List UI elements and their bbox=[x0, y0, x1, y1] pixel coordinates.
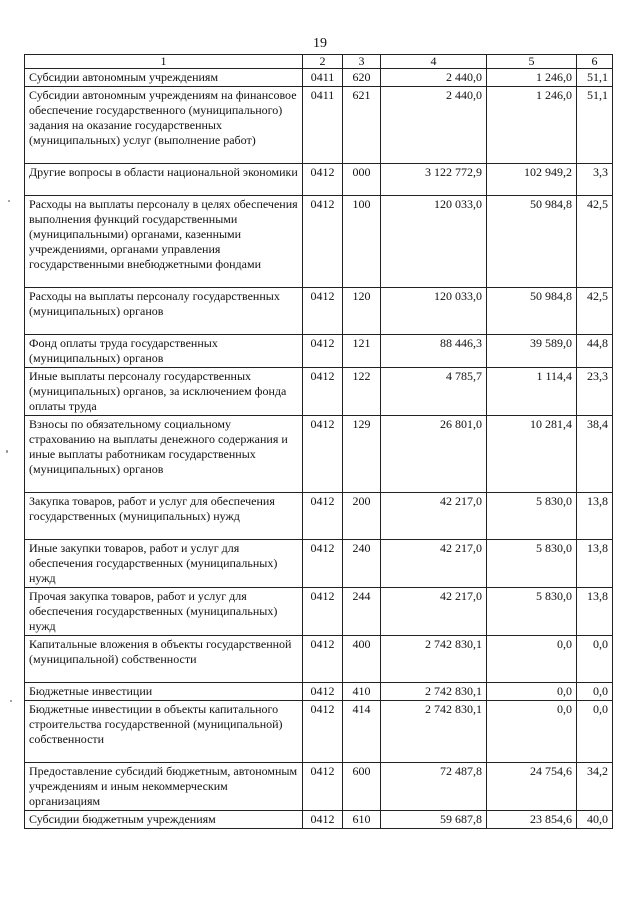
row-name-cell: Прочая закупка товаров, работ и услуг для обеспечения государственных (муниципальных) нужд bbox=[25, 588, 303, 636]
row-section-cell: 0412 bbox=[303, 335, 343, 368]
row-name-cell: Капитальные вложения в объекты государственной (муниципальной) собственности bbox=[25, 636, 303, 683]
table-row bbox=[25, 493, 613, 540]
table-row bbox=[25, 636, 613, 683]
row-actual-cell: 1 246,0 bbox=[487, 87, 577, 164]
table-row bbox=[25, 811, 613, 829]
row-plan-cell: 42 217,0 bbox=[381, 493, 487, 540]
row-actual-cell: 0,0 bbox=[487, 701, 577, 763]
row-name-cell: Бюджетные инвестиции в объекты капитального строительства государственной (муниципальной) собственности bbox=[25, 701, 303, 763]
row-plan-cell: 42 217,0 bbox=[381, 588, 487, 636]
row-actual-cell: 24 754,6 bbox=[487, 763, 577, 811]
row-expense-type-cell: 610 bbox=[343, 811, 381, 829]
row-actual-cell: 5 830,0 bbox=[487, 540, 577, 588]
row-expense-type-cell: 000 bbox=[343, 164, 381, 196]
scan-speck bbox=[10, 700, 12, 702]
row-actual-cell: 10 281,4 bbox=[487, 416, 577, 493]
row-section-cell: 0412 bbox=[303, 763, 343, 811]
row-percent-cell: 13,8 bbox=[577, 540, 613, 588]
table-row bbox=[25, 416, 613, 493]
row-expense-type-cell: 122 bbox=[343, 368, 381, 416]
row-percent-cell: 44,8 bbox=[577, 335, 613, 368]
table-row bbox=[25, 288, 613, 335]
row-plan-cell: 120 033,0 bbox=[381, 288, 487, 335]
header-cell: 3 bbox=[343, 55, 381, 69]
row-name-cell: Закупка товаров, работ и услуг для обеспечения государственных (муниципальных) нужд bbox=[25, 493, 303, 540]
row-plan-cell: 2 742 830,1 bbox=[381, 636, 487, 683]
row-plan-cell: 2 742 830,1 bbox=[381, 701, 487, 763]
row-plan-cell: 2 742 830,1 bbox=[381, 683, 487, 701]
row-actual-cell: 50 984,8 bbox=[487, 196, 577, 288]
row-percent-cell: 34,2 bbox=[577, 763, 613, 811]
row-actual-cell: 39 589,0 bbox=[487, 335, 577, 368]
row-plan-cell: 4 785,7 bbox=[381, 368, 487, 416]
row-plan-cell: 120 033,0 bbox=[381, 196, 487, 288]
row-expense-type-cell: 240 bbox=[343, 540, 381, 588]
row-name-cell: Иные закупки товаров, работ и услуг для обеспечения государственных (муниципальных) нужд bbox=[25, 540, 303, 588]
row-plan-cell: 72 487,8 bbox=[381, 763, 487, 811]
budget-table bbox=[24, 54, 613, 829]
row-actual-cell: 0,0 bbox=[487, 683, 577, 701]
row-actual-cell: 0,0 bbox=[487, 636, 577, 683]
header-cell: 5 bbox=[487, 55, 577, 69]
header-row bbox=[25, 55, 613, 69]
row-plan-cell: 2 440,0 bbox=[381, 87, 487, 164]
row-percent-cell: 13,8 bbox=[577, 588, 613, 636]
row-actual-cell: 1 114,4 bbox=[487, 368, 577, 416]
row-plan-cell: 42 217,0 bbox=[381, 540, 487, 588]
row-section-cell: 0411 bbox=[303, 87, 343, 164]
row-expense-type-cell: 120 bbox=[343, 288, 381, 335]
row-actual-cell: 1 246,0 bbox=[487, 69, 577, 87]
row-percent-cell: 0,0 bbox=[577, 683, 613, 701]
row-name-cell: Расходы на выплаты персоналу в целях обеспечения выполнения функций государственными (муниципальными) органами, казенными учреждениями, органами управления государственными внебюджетными фондами bbox=[25, 196, 303, 288]
row-expense-type-cell: 414 bbox=[343, 701, 381, 763]
row-section-cell: 0412 bbox=[303, 588, 343, 636]
row-plan-cell: 3 122 772,9 bbox=[381, 164, 487, 196]
row-section-cell: 0412 bbox=[303, 701, 343, 763]
table-row bbox=[25, 763, 613, 811]
row-section-cell: 0411 bbox=[303, 69, 343, 87]
row-section-cell: 0412 bbox=[303, 196, 343, 288]
row-plan-cell: 26 801,0 bbox=[381, 416, 487, 493]
row-name-cell: Предоставление субсидий бюджетным, автономным учреждениям и иным некоммерческим организациям bbox=[25, 763, 303, 811]
row-section-cell: 0412 bbox=[303, 811, 343, 829]
row-plan-cell: 88 446,3 bbox=[381, 335, 487, 368]
row-expense-type-cell: 600 bbox=[343, 763, 381, 811]
row-expense-type-cell: 400 bbox=[343, 636, 381, 683]
header-cell: 2 bbox=[303, 55, 343, 69]
page-number: 19 bbox=[313, 36, 327, 51]
header-cell: 1 bbox=[25, 55, 303, 69]
row-actual-cell: 5 830,0 bbox=[487, 493, 577, 540]
row-section-cell: 0412 bbox=[303, 416, 343, 493]
table-row bbox=[25, 87, 613, 164]
table-row bbox=[25, 196, 613, 288]
row-percent-cell: 0,0 bbox=[577, 701, 613, 763]
row-percent-cell: 42,5 bbox=[577, 288, 613, 335]
table-row bbox=[25, 368, 613, 416]
row-name-cell: Субсидии автономным учреждениям на финансовое обеспечение государственного (муниципального) задания на оказание государственных (муниципальных) услуг (выполнение работ) bbox=[25, 87, 303, 164]
header-cell: 4 bbox=[381, 55, 487, 69]
row-section-cell: 0412 bbox=[303, 683, 343, 701]
row-percent-cell: 38,4 bbox=[577, 416, 613, 493]
row-actual-cell: 5 830,0 bbox=[487, 588, 577, 636]
row-percent-cell: 13,8 bbox=[577, 493, 613, 540]
row-actual-cell: 50 984,8 bbox=[487, 288, 577, 335]
row-section-cell: 0412 bbox=[303, 636, 343, 683]
row-percent-cell: 23,3 bbox=[577, 368, 613, 416]
table-row bbox=[25, 588, 613, 636]
row-actual-cell: 23 854,6 bbox=[487, 811, 577, 829]
row-expense-type-cell: 621 bbox=[343, 87, 381, 164]
row-expense-type-cell: 100 bbox=[343, 196, 381, 288]
row-section-cell: 0412 bbox=[303, 540, 343, 588]
row-percent-cell: 51,1 bbox=[577, 87, 613, 164]
table-row bbox=[25, 683, 613, 701]
row-percent-cell: 3,3 bbox=[577, 164, 613, 196]
scan-speck bbox=[8, 200, 10, 202]
row-section-cell: 0412 bbox=[303, 164, 343, 196]
row-plan-cell: 2 440,0 bbox=[381, 69, 487, 87]
row-percent-cell: 42,5 bbox=[577, 196, 613, 288]
row-name-cell: Субсидии бюджетным учреждениям bbox=[25, 811, 303, 829]
row-percent-cell: 40,0 bbox=[577, 811, 613, 829]
row-expense-type-cell: 620 bbox=[343, 69, 381, 87]
header-cell: 6 bbox=[577, 55, 613, 69]
row-expense-type-cell: 410 bbox=[343, 683, 381, 701]
row-plan-cell: 59 687,8 bbox=[381, 811, 487, 829]
row-name-cell: Взносы по обязательному социальному страхованию на выплаты денежного содержания и иные выплаты работникам государственных (муниципальных) органов bbox=[25, 416, 303, 493]
row-expense-type-cell: 244 bbox=[343, 588, 381, 636]
table-row bbox=[25, 335, 613, 368]
row-actual-cell: 102 949,2 bbox=[487, 164, 577, 196]
table-row bbox=[25, 540, 613, 588]
row-percent-cell: 51,1 bbox=[577, 69, 613, 87]
row-section-cell: 0412 bbox=[303, 493, 343, 540]
row-expense-type-cell: 200 bbox=[343, 493, 381, 540]
row-section-cell: 0412 bbox=[303, 288, 343, 335]
scan-speck bbox=[6, 450, 8, 453]
table-body bbox=[25, 69, 613, 829]
table-row bbox=[25, 701, 613, 763]
row-name-cell: Бюджетные инвестиции bbox=[25, 683, 303, 701]
row-name-cell: Субсидии автономным учреждениям bbox=[25, 69, 303, 87]
table-row bbox=[25, 69, 613, 87]
table-row bbox=[25, 164, 613, 196]
row-name-cell: Расходы на выплаты персоналу государственных (муниципальных) органов bbox=[25, 288, 303, 335]
row-name-cell: Иные выплаты персоналу государственных (муниципальных) органов, за исключением фонда оплаты труда bbox=[25, 368, 303, 416]
row-expense-type-cell: 129 bbox=[343, 416, 381, 493]
row-name-cell: Другие вопросы в области национальной экономики bbox=[25, 164, 303, 196]
row-name-cell: Фонд оплаты труда государственных (муниципальных) органов bbox=[25, 335, 303, 368]
row-section-cell: 0412 bbox=[303, 368, 343, 416]
row-expense-type-cell: 121 bbox=[343, 335, 381, 368]
row-percent-cell: 0,0 bbox=[577, 636, 613, 683]
